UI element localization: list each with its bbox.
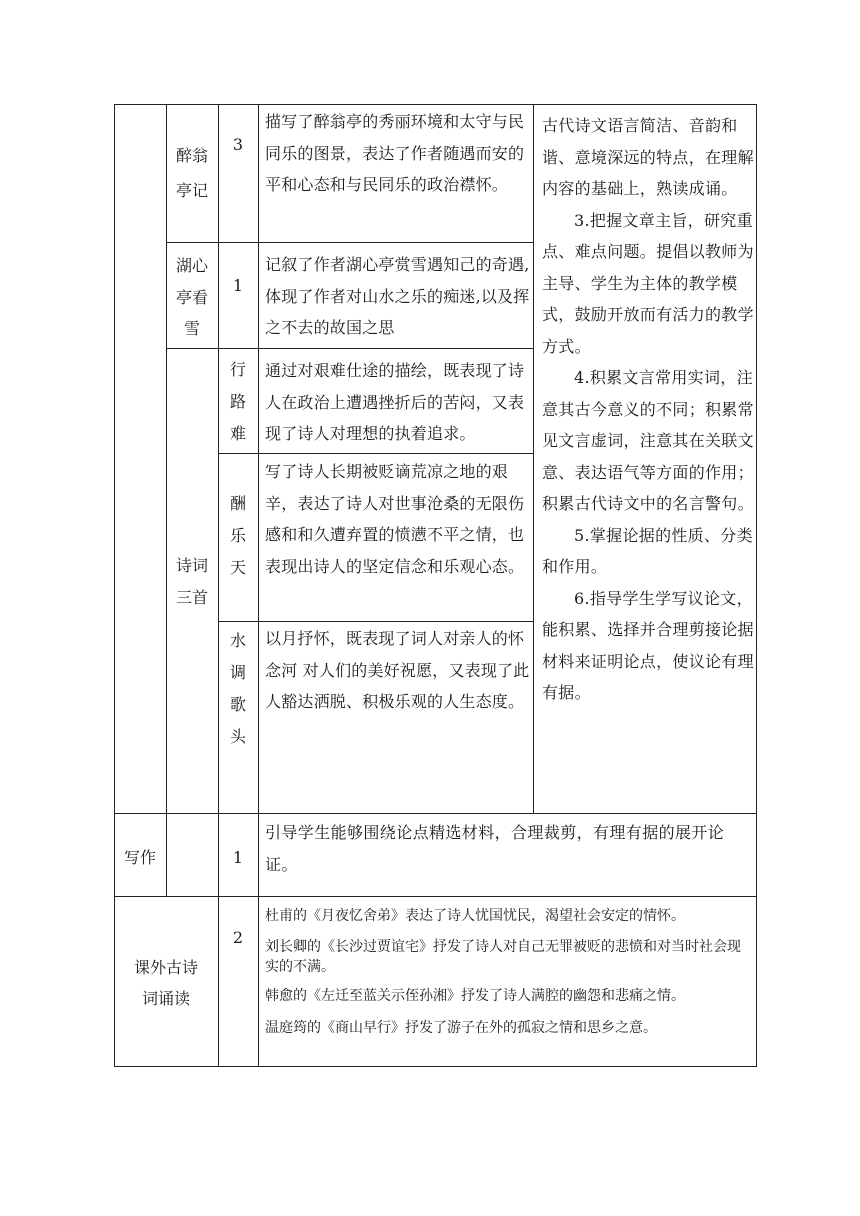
poem-description: 写了诗人长期被贬谪荒凉之地的艰辛，表达了诗人对世事沧桑的无限伤感和和久遭弃置的愤懑不平之情，也表现出诗人的坚定信念和乐观心态。 [265, 462, 525, 576]
row-divider [166, 242, 533, 243]
lesson-description: 描写了醉翁亭的秀丽环境和太守与民同乐的图景，表达了作者随遇而安的平和心态和与民同乐的政治襟怀。 [265, 112, 525, 194]
poem-title-choulet [223, 488, 253, 584]
objective-item: 3.把握文章主旨，研究重点、难点问题。提倡以教师为主导、学生为主体的教学模式，鼓励开放而有活力的教学方式。 [542, 210, 754, 356]
lesson-hours: 3 [232, 135, 244, 154]
objective-item: 4.积累文言常用实词，注意其古今意义的不同；积累常见文言虚词，注意其在关联文意、表达语气等方面的作用；积累古代诗文中的名言警句。 [542, 368, 754, 513]
table-border-top [114, 104, 757, 105]
table-border-bottom [114, 1066, 757, 1067]
row-divider [218, 453, 533, 454]
poem-title-shuidiaogetou [223, 625, 253, 753]
col-divider [533, 104, 534, 814]
col-divider [166, 104, 167, 897]
objective-item: 5.掌握论据的性质、分类和作用。 [542, 525, 753, 576]
lesson-hours: 1 [232, 848, 244, 867]
lesson-hours: 2 [232, 928, 244, 947]
poem-title-xingluonan [223, 354, 253, 450]
poem-char: 调 [229, 663, 246, 682]
table-border-right [756, 104, 757, 1067]
row-divider [218, 621, 533, 622]
title-line: 雪 [183, 319, 200, 338]
poem-char: 水 [229, 631, 246, 650]
title-line: 三首 [175, 587, 208, 607]
row-divider [114, 813, 757, 814]
poem-char: 难 [229, 424, 246, 443]
poem-description: 以月抒怀，既表现了词人对亲人的怀念河 对人们的美好祝愿，又表现了此人豁达洒脱、积极乐观的人生态度。 [265, 629, 530, 711]
objective-continuation: 古代诗文语言简洁、音韵和谐、意境深远的特点，在理解内容的基础上，熟读成诵。 [542, 116, 754, 198]
title-line: 醉翁 [175, 146, 208, 165]
table-border-left [114, 104, 115, 1067]
extra-poem-line: 杜甫的《月夜忆舍弟》表达了诗人忧国忧民，渴望社会安定的情怀。 [265, 908, 685, 924]
lesson-title-huxinting [166, 250, 218, 345]
lesson-description: 记叙了作者湖心亭赏雪遇知己的奇遇,体现了作者对山水之乐的痴迷,以及挥之不去的故国之思 [265, 255, 530, 337]
lesson-title-shici [166, 550, 218, 613]
poem-description: 通过对艰难仕途的描绘，既表现了诗人在政治上遭遇挫折后的苦闷，又表现了诗人对理想的执着追求。 [265, 361, 525, 443]
row-divider [166, 348, 533, 349]
col-divider [258, 104, 259, 1067]
lesson-title-xiezuo: 写作 [123, 848, 156, 867]
title-line: 亭记 [175, 181, 208, 200]
extra-poem-line: 温庭筠的《商山早行》抒发了游子在外的孤寂之情和思乡之意。 [265, 1019, 657, 1036]
objective-item: 6.指导学生学写议论文，能积累、选择并合理剪接论据材料来证明论点，使议论有理有据。 [542, 588, 754, 702]
extra-poems-list [265, 906, 753, 1049]
lesson-hours: 1 [232, 276, 244, 295]
title-line: 课外古诗 [133, 958, 198, 977]
title-line: 诗词 [175, 556, 208, 575]
extra-poem-line: 韩愈的《左迁至蓝关示侄孙湘》抒发了诗人满腔的幽怨和悲痛之情。 [265, 988, 685, 1005]
extra-poem-line: 刘长卿的《长沙过贾谊宅》抒发了诗人对自己无罪被贬的悲愤和对当时社会现实的不满。 [265, 939, 741, 976]
row-divider [114, 896, 757, 897]
poem-char: 路 [229, 392, 246, 411]
title-line: 词诵读 [141, 989, 190, 1008]
poem-char: 歌 [229, 695, 246, 714]
poem-char: 行 [229, 360, 246, 379]
poem-char: 头 [229, 727, 246, 746]
title-line: 湖心 [175, 256, 208, 275]
lesson-description: 引导学生能够围绕论点精选材料，合理裁剪，有理有据的展开论证。 [265, 823, 725, 874]
poem-char: 乐 [229, 526, 246, 545]
teaching-objectives [542, 110, 756, 709]
lesson-title-kewai [114, 952, 218, 1014]
title-line: 亭看 [175, 287, 208, 307]
lesson-title-zuiwengtingji [166, 138, 218, 208]
poem-char: 天 [229, 558, 246, 577]
poem-char: 酬 [229, 494, 246, 513]
